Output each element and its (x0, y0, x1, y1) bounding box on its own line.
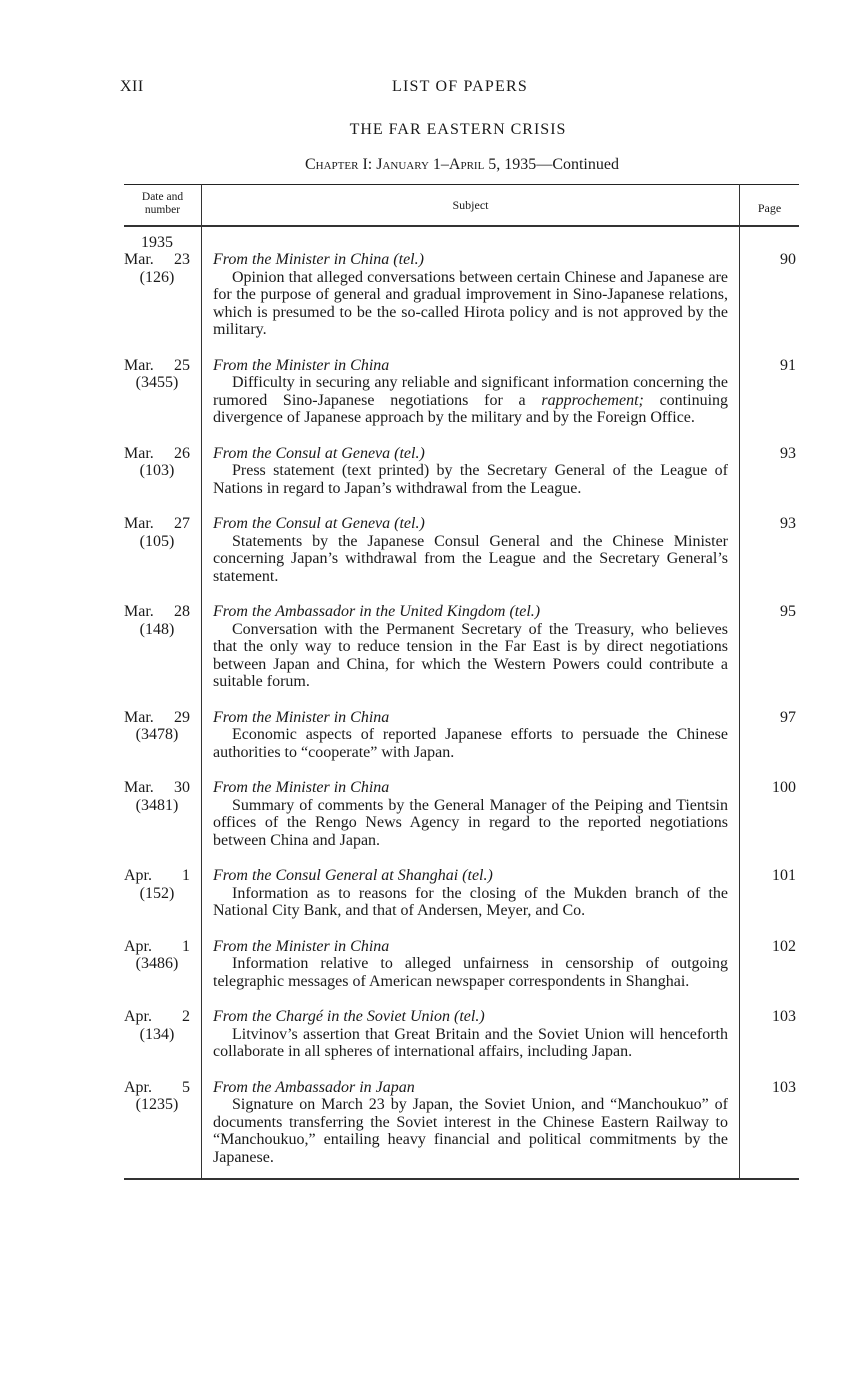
entry-day: 30 (174, 779, 190, 796)
entry-from: From the Minister in China (213, 937, 390, 955)
entry-subject (213, 445, 728, 498)
entry-number: (148) (139, 620, 175, 638)
entry-summary: Economic aspects of reported Japanese efforts to persuade the Chinese authorities to “cooperate” with Japan. (213, 726, 728, 761)
entry-summary: Conversation with the Permanent Secretary of the Treasury, who believes that the only way to reduce tension in the Far East is by direct negotiations between Japan and China, for which the Western Powers could contribute a suitable forum. (213, 620, 728, 690)
entry-number: (103) (139, 462, 175, 479)
entry-page: 97 (780, 708, 796, 726)
entry-summary: Litvinov’s assertion that Great Britain and the Soviet Union will henceforth collaborate in all spheres of international affairs, including Japan. (213, 1025, 728, 1060)
entry-number: (3486) (135, 955, 179, 972)
entry-page: 93 (780, 515, 796, 532)
entry-day: 25 (174, 356, 190, 374)
list-item (124, 867, 799, 920)
entry-from: From the Minister in China (213, 708, 390, 726)
entry-date (124, 251, 190, 286)
entry-date (124, 445, 190, 480)
entry-summary: Information as to reasons for the closing of the Mukden branch of the National City Bank, and that of Andersen, Meyer, and Co. (213, 884, 728, 919)
list-item (124, 251, 799, 339)
entry-month: Mar. (124, 356, 154, 374)
entry-number: (1235) (135, 1096, 179, 1113)
list-item (124, 709, 799, 762)
entry-from: From the Ambassador in the United Kingdom (tel.) (213, 603, 541, 620)
entry-date (124, 938, 190, 973)
entry-day: 27 (174, 515, 190, 532)
column-header-date (124, 191, 201, 217)
list-item (124, 603, 799, 691)
entry-page: 95 (780, 603, 796, 620)
header-rule (124, 222, 799, 227)
entry-month: Mar. (124, 251, 154, 268)
entry-summary: Information relative to alleged unfairness in censorship of outgoing telegraphic messages of American newspaper correspondents in Shanghai. (213, 955, 728, 990)
entry-day: 26 (174, 444, 190, 462)
entry-month: Mar. (124, 708, 154, 726)
chapter-title: Chapter I: January 1–April 5, 1935—Continued (305, 156, 619, 173)
entry-from: From the Minister in China (213, 779, 390, 796)
entry-summary: Signature on March 23 by Japan, the Soviet Union, and “Manchoukuo” of documents transferring the Soviet interest in the Chinese Eastern Railway to “Manchoukuo,” entailing heavy financial and political commitments by the Japanese. (213, 1096, 728, 1166)
list-item (124, 938, 799, 991)
entry-subject (213, 779, 728, 849)
entry-month: Mar. (124, 515, 154, 532)
entry-day: 2 (182, 1008, 190, 1025)
running-title: LIST OF PAPERS (392, 78, 528, 95)
year-label: 1935 (141, 234, 173, 251)
entry-page: 93 (780, 444, 796, 462)
entry-date (124, 357, 190, 392)
entry-date (124, 779, 190, 814)
chapter-label: Chapter I (305, 156, 368, 173)
entry-month: Apr. (124, 937, 152, 955)
entry-day: 1 (182, 867, 190, 884)
entry-from: From the Minister in China (tel.) (213, 251, 424, 268)
entry-page: 100 (772, 779, 796, 796)
entry-number: (126) (139, 268, 175, 286)
entries-list (124, 251, 799, 1184)
entry-number: (134) (139, 1025, 175, 1043)
entry-subject (213, 1008, 728, 1061)
list-item (124, 445, 799, 498)
entry-summary: Opinion that alleged conversations between certain Chinese and Japanese are for the purpose of general and gradual improvement in Sino-Japanese relations, which is presumed to be the so-called Hirota policy and is not approved by the military. (213, 268, 728, 338)
entry-number: (152) (139, 884, 175, 902)
entry-month: Apr. (124, 1008, 152, 1025)
entry-number: (3478) (135, 726, 179, 743)
entry-from: From the Consul at Geneva (tel.) (213, 515, 425, 532)
entry-subject (213, 515, 728, 585)
entry-from: From the Minister in China (213, 356, 390, 374)
entry-summary-part: Difficulty in securing any reliable and significant information concerning the rumored Sino-Japanese negotiations for a (213, 374, 728, 409)
column-header-subject: Subject (452, 198, 489, 212)
entry-summary: Statements by the Japanese Consul General and the Chinese Minister concerning Japan’s withdrawal from the League and the Secretary General’s statement. (213, 532, 728, 585)
section-title: THE FAR EASTERN CRISIS (349, 121, 567, 138)
papers-table (124, 184, 799, 1166)
chapter-dates: January 1–April 5, 1935 (376, 156, 537, 173)
entry-summary-italic: rapprochement; (541, 391, 644, 409)
entry-subject (213, 709, 728, 762)
entry-date (124, 1008, 190, 1043)
entry-subject (213, 603, 728, 691)
list-item (124, 1008, 799, 1061)
entry-day: 29 (174, 708, 190, 726)
entry-day: 23 (174, 251, 190, 268)
entry-month: Apr. (124, 867, 152, 884)
entry-subject (213, 357, 728, 427)
entry-date (124, 515, 190, 550)
entry-month: Mar. (124, 444, 154, 462)
table-bottom-rule (124, 1178, 799, 1183)
entry-summary: Summary of comments by the General Manager of the Peiping and Tientsin offices of the Rengo News Agency in regard to the reported negotiations between China and Japan. (213, 796, 728, 849)
entry-number: (3481) (135, 796, 179, 814)
list-item (124, 779, 799, 849)
entry-from: From the Consul General at Shanghai (tel.) (213, 867, 493, 884)
entry-summary: Press statement (text printed) by the Secretary General of the League of Nations in regard to Japan’s withdrawal from the League. (213, 462, 728, 497)
entry-month: Mar. (124, 779, 154, 796)
entry-summary (213, 374, 728, 427)
entry-from: From the Ambassador in Japan (213, 1078, 415, 1096)
column-header-date-line2: number (144, 204, 181, 216)
entry-subject (213, 938, 728, 991)
entry-from: From the Chargé in the Soviet Union (tel.) (213, 1008, 485, 1025)
entry-month: Apr. (124, 1078, 152, 1096)
entry-date (124, 603, 190, 638)
entry-page: 103 (772, 1008, 796, 1025)
entry-number: (3455) (135, 374, 179, 391)
page-header (120, 78, 800, 100)
entry-page: 91 (780, 356, 796, 374)
entry-page: 90 (780, 251, 796, 268)
list-item (124, 1079, 799, 1167)
list-item (124, 357, 799, 427)
entry-page: 102 (772, 937, 796, 955)
entry-day: 5 (182, 1078, 190, 1096)
entry-day: 28 (174, 603, 190, 620)
entry-date (124, 867, 190, 902)
entry-subject (213, 867, 728, 920)
table-header (124, 184, 799, 227)
entry-page: 103 (772, 1078, 796, 1096)
entry-summary-part: continuing divergence of Japanese approach by the military and by the Foreign Office. (213, 391, 729, 426)
entry-number: (105) (139, 532, 175, 550)
entry-date (124, 1079, 190, 1114)
entry-page: 101 (772, 867, 796, 884)
entry-subject (213, 251, 728, 339)
column-header-page: Page (757, 201, 782, 215)
column-header-date-line1: Date and (141, 191, 184, 203)
list-item (124, 515, 799, 585)
chapter-suffix: —Continued (536, 156, 619, 173)
entry-from: From the Consul at Geneva (tel.) (213, 444, 425, 462)
entry-day: 1 (182, 937, 190, 955)
page-number: XII (120, 78, 144, 95)
entry-month: Mar. (124, 603, 154, 620)
entry-subject (213, 1079, 728, 1167)
entry-date (124, 709, 190, 744)
